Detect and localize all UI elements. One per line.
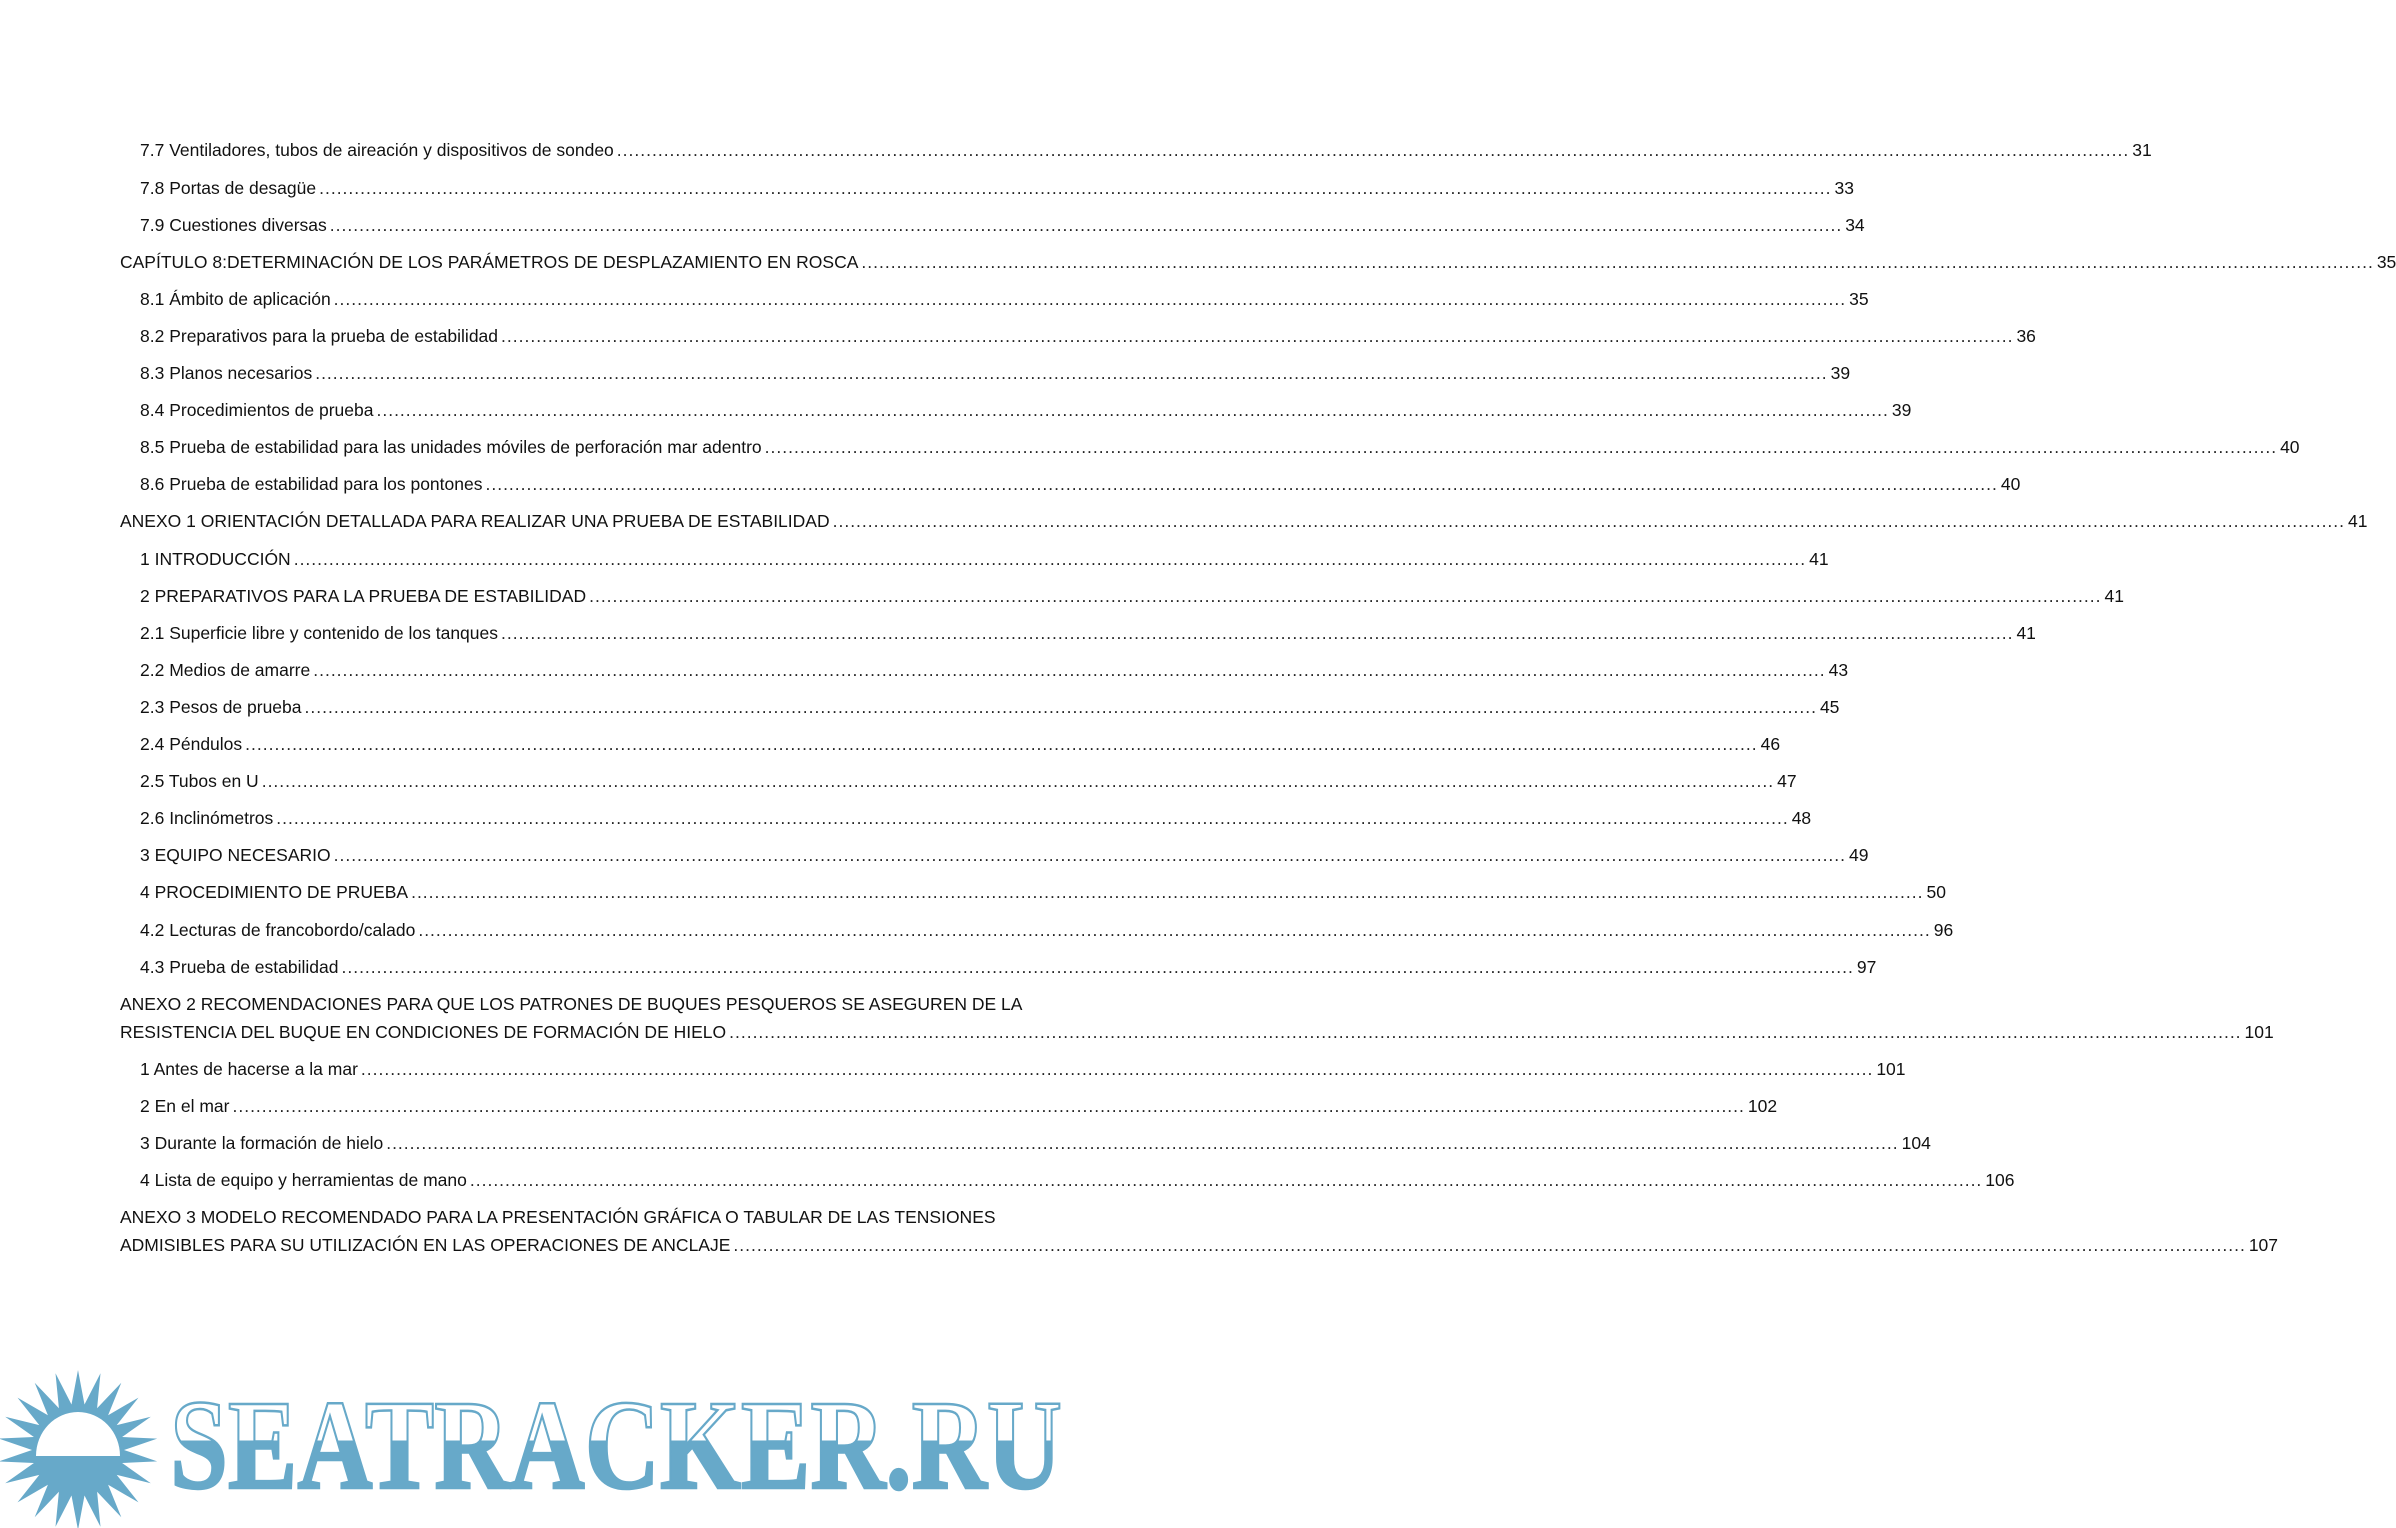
toc-entry[interactable]: [140, 1096, 1778, 1116]
toc-entry[interactable]: [140, 474, 2021, 494]
dot-leader: [470, 1170, 1982, 1190]
toc-entry-title: 2 PREPARATIVOS PARA LA PRUEBA DE ESTABILIDAD: [140, 586, 587, 606]
sun-icon: [0, 1370, 157, 1528]
dot-leader: [334, 845, 1846, 865]
toc-entry[interactable]: [140, 957, 1877, 977]
dot-leader: [411, 882, 1923, 902]
toc-entry-title: 1 Antes de hacerse a la mar: [140, 1059, 358, 1079]
toc-entry-title: 2.5 Tubos en U: [140, 771, 259, 791]
dot-leader: [501, 623, 2013, 643]
toc-entry-page: 101: [2244, 1022, 2274, 1042]
dot-leader: [418, 920, 1930, 940]
toc-entry-title: 2.6 Inclinómetros: [140, 808, 274, 828]
toc-entry[interactable]: [140, 326, 2036, 346]
toc-entry-page: 40: [2000, 474, 2021, 494]
dot-leader: [232, 1096, 1744, 1116]
toc-entry-page: 40: [2280, 437, 2300, 457]
toc-entry-title-line: ANEXO 3 MODELO RECOMENDADO PARA LA PRESENTACIÓN GRÁFICA O TABULAR DE LAS TENSIONES: [120, 1207, 996, 1227]
dot-leader: [617, 140, 2129, 160]
dot-leader: [294, 549, 1806, 569]
toc-entry-title: 2.3 Pesos de prueba: [140, 697, 302, 717]
toc-entry-title: 4 Lista de equipo y herramientas de mano: [140, 1170, 467, 1190]
toc-entry-title: 8.1 Ámbito de aplicación: [140, 289, 331, 309]
toc-entry[interactable]: [140, 771, 1797, 791]
toc-entry[interactable]: [120, 252, 2396, 272]
toc-entry[interactable]: [140, 586, 2124, 606]
toc-entry-page: 36: [2016, 326, 2036, 346]
toc-entry[interactable]: [140, 697, 1840, 717]
toc-entry-title: CAPÍTULO 8:DETERMINACIÓN DE LOS PARÁMETROS DE DESPLAZAMIENTO EN ROSCA: [120, 252, 859, 272]
dot-leader: [733, 1235, 2245, 1255]
toc-entry-page: 96: [1933, 920, 1954, 940]
toc-entry-title: 7.9 Cuestiones diversas: [140, 215, 327, 235]
dot-leader: [315, 363, 1827, 383]
toc-entry[interactable]: [140, 437, 2300, 457]
seatracker-logo: [0, 1368, 1080, 1528]
dot-leader: [313, 660, 1825, 680]
toc-entry-page: 48: [1791, 808, 1812, 828]
dot-leader: [334, 289, 1846, 309]
dot-leader: [833, 511, 2345, 531]
toc-entry-title: 8.3 Planos necesarios: [140, 363, 313, 383]
toc-entry[interactable]: [140, 363, 1851, 383]
toc-entry-title: 8.2 Preparativos para la prueba de estabilidad: [140, 326, 499, 346]
toc-entry-page: 104: [1901, 1133, 1931, 1153]
toc-entry[interactable]: [140, 660, 1849, 680]
toc-entry-page: 39: [1891, 400, 1912, 420]
toc-entry-title: 7.8 Portas de desagüe: [140, 178, 317, 198]
toc-entry-page: 33: [1834, 178, 1854, 198]
toc-entry-title: 7.7 Ventiladores, tubos de aireación y dispositivos de sondeo: [140, 140, 614, 160]
toc-entry-title: 2.2 Medios de amarre: [140, 660, 311, 680]
toc-entry-title: ANEXO 1 ORIENTACIÓN DETALLADA PARA REALIZAR UNA PRUEBA DE ESTABILIDAD: [120, 511, 830, 531]
toc-entry-title-line: ANEXO 2 RECOMENDACIONES PARA QUE LOS PATRONES DE BUQUES PESQUEROS SE ASEGUREN DE LA: [120, 994, 1023, 1014]
dot-leader: [765, 437, 2277, 457]
toc-entry[interactable]: [140, 215, 1865, 235]
toc-entry-title: 8.4 Procedimientos de prueba: [140, 400, 374, 420]
toc-entry-title-line: RESISTENCIA DEL BUQUE EN CONDICIONES DE FORMACIÓN DE HIELO: [120, 1022, 727, 1042]
toc-entry-page: 97: [1856, 957, 1877, 977]
toc-entry-title: 2.1 Superficie libre y contenido de los tanques: [140, 623, 499, 643]
toc-entry[interactable]: [140, 845, 1869, 865]
dot-leader: [262, 771, 1774, 791]
dot-leader: [386, 1133, 1898, 1153]
toc-entry[interactable]: [140, 549, 1829, 569]
toc-entry-page: 107: [2248, 1235, 2279, 1255]
toc-entry-page: 43: [1828, 660, 1849, 680]
logo-text: SEATRACKER.RU: [170, 1374, 1062, 1516]
toc-entry-title: 4 PROCEDIMIENTO DE PRUEBA: [140, 882, 409, 902]
toc-entry-line: [120, 1022, 2274, 1042]
toc-entry-title: 2 En el mar: [140, 1096, 230, 1116]
toc-entry[interactable]: [140, 1170, 2015, 1190]
toc-entry[interactable]: [120, 511, 2368, 531]
dot-leader: [861, 252, 2373, 272]
dot-leader: [245, 734, 1757, 754]
toc-entry-page: 50: [1926, 882, 1946, 902]
dot-leader: [305, 697, 1817, 717]
toc-entry-page: 106: [1985, 1170, 2015, 1190]
dot-leader: [485, 474, 1997, 494]
toc-entry-page: 49: [1849, 845, 1869, 865]
toc-entry[interactable]: [140, 920, 1954, 940]
toc-entry[interactable]: [140, 1059, 1906, 1079]
toc-entry-title: 8.5 Prueba de estabilidad para las unidades móviles de perforación mar adentro: [140, 437, 762, 457]
toc-entry-page: 31: [2132, 140, 2152, 160]
toc-entry[interactable]: [140, 882, 1946, 902]
toc-entry-page: 41: [2016, 623, 2036, 643]
toc-entry-page: 35: [1849, 289, 1869, 309]
dot-leader: [276, 808, 1788, 828]
toc-entry-page: 35: [2376, 252, 2396, 272]
toc-entry-title: 4.2 Lecturas de francobordo/calado: [140, 920, 416, 940]
dot-leader: [729, 1022, 2241, 1042]
toc-entry-page: 39: [1830, 363, 1851, 383]
toc-entry-page: 41: [1809, 549, 1829, 569]
toc-entry-page: 34: [1845, 215, 1865, 235]
dot-leader: [589, 586, 2101, 606]
toc-entry-page: 102: [1747, 1096, 1778, 1116]
toc-entry[interactable]: [140, 623, 2036, 643]
toc-entry-page: 47: [1777, 771, 1797, 791]
toc-entry-title: 3 EQUIPO NECESARIO: [140, 845, 331, 865]
toc-entry-title: 3 Durante la formación de hielo: [140, 1133, 384, 1153]
toc-entry-title-line: ADMISIBLES PARA SU UTILIZACIÓN EN LAS OPERACIONES DE ANCLAJE: [120, 1235, 731, 1255]
toc-entry-title: 8.6 Prueba de estabilidad para los pontones: [140, 474, 483, 494]
dot-leader: [501, 326, 2013, 346]
toc-entry[interactable]: [120, 1207, 2279, 1255]
toc-entry-title: 2.4 Péndulos: [140, 734, 243, 754]
toc-entry[interactable]: [140, 140, 2152, 160]
toc-entry-page: 46: [1760, 734, 1781, 754]
toc-entry[interactable]: [140, 400, 1912, 420]
toc-entry-page: 45: [1819, 697, 1840, 717]
toc-entry[interactable]: [140, 1133, 1931, 1153]
toc-entry-line: [120, 1235, 2279, 1255]
dot-leader: [376, 400, 1888, 420]
toc-entry-title: 1 INTRODUCCIÓN: [140, 549, 291, 569]
toc-entry-page: 41: [2104, 586, 2124, 606]
toc-entry[interactable]: [140, 289, 1869, 309]
dot-leader: [319, 178, 1831, 198]
dot-leader: [330, 215, 1842, 235]
dot-leader: [341, 957, 1853, 977]
toc-entry-title: 4.3 Prueba de estabilidad: [140, 957, 339, 977]
toc-entry[interactable]: [140, 734, 1781, 754]
toc-entry[interactable]: [120, 994, 2274, 1042]
toc-entry[interactable]: [140, 808, 1812, 828]
toc-entry-page: 101: [1876, 1059, 1906, 1079]
toc-entry[interactable]: [140, 178, 1854, 198]
dot-leader: [361, 1059, 1873, 1079]
toc-entry-page: 41: [2348, 511, 2368, 531]
